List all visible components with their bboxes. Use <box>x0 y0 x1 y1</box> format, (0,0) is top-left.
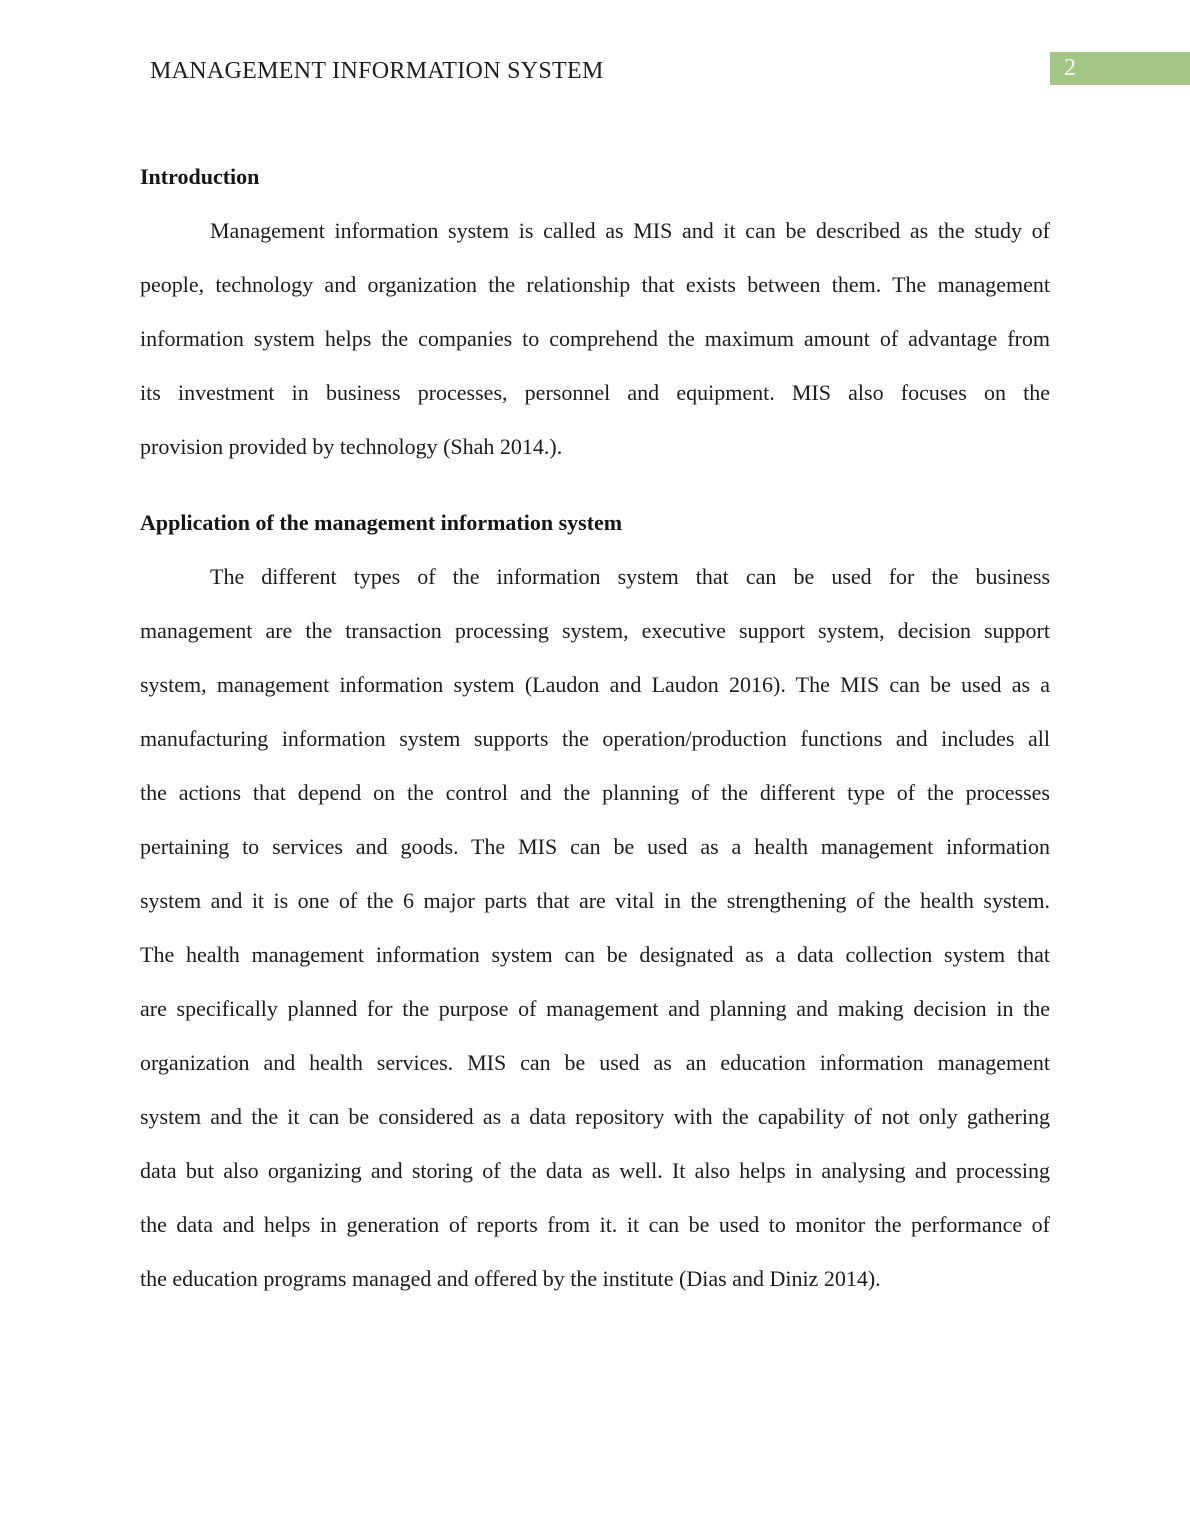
paragraph-introduction <box>140 204 1050 474</box>
paragraph-line: Management information system is called as MIS and it can be described as the study of <box>210 218 1050 243</box>
paragraph-line: The different types of the information system that can be used for the business <box>210 564 1050 589</box>
paragraph-line: pertaining to services and goods. The MIS can be used as a health management information <box>140 834 1050 859</box>
paragraph-line: organization and health services. MIS can be used as an education information management <box>140 1050 1050 1075</box>
paragraph-line: provision provided by technology (Shah 2014.). <box>140 434 563 459</box>
paragraph-line: the data and helps in generation of reports from it. it can be used to monitor the performance of <box>140 1212 1050 1237</box>
paragraph-line: the education programs managed and offered by the institute (Dias and Diniz 2014). <box>140 1266 881 1291</box>
paragraph-line: the actions that depend on the control and the planning of the different type of the processes <box>140 780 1050 805</box>
paragraph-application <box>140 550 1050 1306</box>
paragraph-line: data but also organizing and storing of the data as well. It also helps in analysing and processing <box>140 1158 1050 1183</box>
section-heading-introduction: Introduction <box>140 164 260 189</box>
paragraph-line: system and it is one of the 6 major parts that are vital in the strengthening of the health system. <box>140 888 1050 913</box>
page-number-badge: 2 <box>1050 52 1190 85</box>
paragraph-line: manufacturing information system supports the operation/production functions and includes all <box>140 726 1050 751</box>
paragraph-line: The health management information system can be designated as a data collection system that <box>140 942 1050 967</box>
paragraph-line: people, technology and organization the relationship that exists between them. The management <box>140 272 1050 297</box>
paragraph-line: system and the it can be considered as a data repository with the capability of not only gathering <box>140 1104 1050 1129</box>
running-head-title: MANAGEMENT INFORMATION SYSTEM <box>150 58 604 84</box>
paragraph-line: are specifically planned for the purpose of management and planning and making decision in the <box>140 996 1050 1021</box>
paragraph-line: management are the transaction processing system, executive support system, decision support <box>140 618 1050 643</box>
paragraph-line: its investment in business processes, personnel and equipment. MIS also focuses on the <box>140 380 1050 405</box>
paragraph-line: information system helps the companies to comprehend the maximum amount of advantage from <box>140 326 1050 351</box>
paragraph-line: system, management information system (Laudon and Laudon 2016). The MIS can be used as a <box>140 672 1050 697</box>
section-heading-application: Application of the management information system <box>140 510 623 535</box>
document-body <box>140 150 1050 1306</box>
